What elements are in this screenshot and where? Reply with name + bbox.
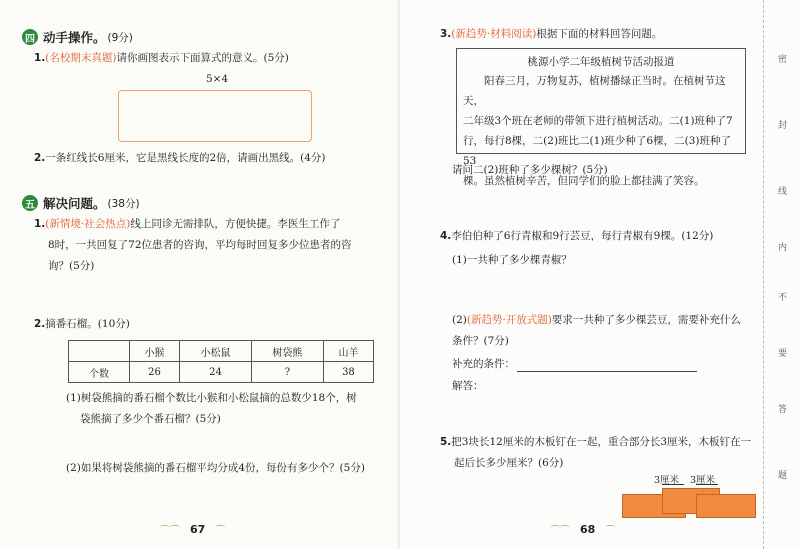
question-text: 摘番石榴。(10分) (45, 318, 130, 330)
question-number: 5. (440, 436, 452, 448)
overlap-label-1: 3厘米 (654, 475, 680, 486)
question-3-prompt: 请问二(2)班种了多少棵树？(5分) (452, 164, 608, 176)
section-title: 解决问题。 (43, 196, 106, 211)
question-tag: (名校期末真题) (45, 52, 117, 64)
condition-line (452, 354, 697, 375)
question-4 (440, 226, 713, 247)
sub-question-line: (1)树袋熊摘的番石榴个数比小猴和小松鼠摘的总数少18个，树 (66, 392, 357, 404)
seal-char: 线 (778, 187, 788, 197)
question-tag: (新趋势·材料阅读) (451, 28, 537, 40)
sub-question-text: 条件？(7分) (452, 335, 509, 347)
sprout-icon: ⌒⌒ (550, 526, 570, 537)
seal-char: 不 (778, 293, 788, 303)
problem-text-line: 8时，一共回复了72位患者的咨询，平均每时回复多少位患者的咨 (48, 239, 352, 251)
table-cell: ? (251, 362, 323, 383)
seal-char: 内 (778, 243, 788, 253)
sub-question-line: 袋熊摘了多少个番石榴？(5分) (80, 413, 221, 425)
table-row (69, 362, 374, 383)
condition-input-line[interactable] (517, 357, 697, 372)
reading-line: 棵。虽然植树辛苦，但同学们的脸上都挂满了笑容。 (463, 175, 705, 187)
question-tag: (新趋势·开放式题) (466, 314, 552, 326)
table-cell: 树袋熊 (251, 341, 323, 362)
right-page (400, 0, 800, 549)
question-text: 请你画图表示下面算式的意义。(5分) (116, 52, 289, 64)
section-5-heading (22, 194, 140, 212)
question-2 (34, 148, 326, 169)
question-number: 2. (34, 318, 46, 330)
question-4-sub-2: (2)(新趋势·开放式题)要求一共种了多少棵芸豆，需要补充什么 条件？(7分) (452, 310, 752, 352)
problem-2-sub-2: (2)如果将树袋熊摘的番石榴平均分成4份，每份有多少个？(5分) (66, 462, 365, 474)
sprout-icon: ⌒⌒ (160, 526, 180, 537)
table-cell: 26 (130, 362, 180, 383)
table-cell: 个数 (69, 362, 130, 383)
overlap-label-2: 3厘米 (690, 475, 716, 486)
table-cell: 小猴 (130, 341, 180, 362)
question-number: 4. (440, 230, 452, 242)
table-cell (69, 341, 130, 362)
seal-char: 答 (778, 405, 788, 415)
dimension-line (662, 484, 684, 485)
expression: 5×4 (206, 73, 229, 85)
seal-char: 密 (778, 55, 788, 65)
dimension-line (696, 484, 718, 485)
section-title: 动手操作。 (43, 30, 106, 45)
question-text: 一条红线长6厘米，它是黑线长度的2倍，请画出黑线。(4分) (45, 152, 326, 164)
question-number: 2. (34, 152, 46, 164)
table-cell: 38 (323, 362, 373, 383)
seal-line-sidebar (763, 0, 800, 549)
page-footer (160, 522, 225, 537)
question-1 (34, 48, 289, 69)
question-tag: (新情境·社会热点) (45, 218, 131, 230)
seal-char: 封 (778, 121, 788, 131)
drawing-area[interactable] (118, 90, 312, 142)
seal-char: 要 (778, 349, 788, 359)
sprout-icon: ⌒ (605, 526, 616, 537)
problem-text-line: 线上同诊无需排队，方便快捷。李医生工作了 (130, 218, 341, 230)
reading-line: 行，每行8棵，二(2)班比二(1)班少种了6棵，二(3)班种了53 (463, 135, 731, 167)
guava-table (68, 340, 374, 383)
page-footer (550, 522, 615, 537)
section-points: (9分) (107, 31, 133, 44)
problem-1 (34, 214, 394, 277)
question-text: 李伯伯种了6行青椒和9行芸豆，每行青椒有9棵。(12分) (451, 230, 714, 242)
question-4-sub-1: (1)一共种了多少棵青椒？ (452, 254, 572, 266)
table-header-row (69, 341, 374, 362)
wood-plank-3 (696, 494, 756, 518)
sprout-icon: ⌒ (215, 526, 226, 537)
reading-line: 二年级3个班在老师的带领下进行植树活动。二(1)班种了7 (463, 115, 733, 127)
question-5 (440, 432, 762, 474)
table-cell: 小松鼠 (180, 341, 252, 362)
sub-question-text: 要求一共种了多少棵芸豆，需要补充什么 (551, 314, 741, 326)
answer-label: 解答： (452, 380, 484, 392)
condition-label: 补充的条件： (452, 358, 515, 370)
question-number: 1. (34, 218, 46, 230)
reading-title: 桃源小学二年级植树节活动报道 (527, 56, 675, 68)
page-number: 68 (580, 523, 596, 536)
question-text: 根据下面的材料回答问题。 (536, 28, 663, 40)
page-number: 67 (190, 523, 206, 536)
section-points: (38分) (107, 197, 140, 210)
problem-text-line: 询？(5分) (48, 260, 95, 272)
section-badge: 四 (22, 29, 38, 45)
question-number: 1. (34, 52, 46, 64)
section-badge: 五 (22, 195, 38, 211)
section-4-heading (22, 28, 133, 46)
question-text-line: 起后长多少厘米？(6分) (454, 457, 564, 469)
problem-2 (34, 314, 130, 335)
problem-2-sub-1 (66, 388, 386, 430)
question-text-line: 把3块长12厘米的木板钉在一起，重合部分长3厘米，木板钉在一 (451, 436, 752, 448)
table-cell: 山羊 (323, 341, 373, 362)
question-number: 3. (440, 28, 452, 40)
question-3 (440, 24, 662, 45)
reading-line: 阳春三月，万物复苏，植树播绿正当时。在植树节这天， (463, 75, 726, 107)
seal-char: 题 (778, 471, 788, 481)
table-cell: 24 (180, 362, 252, 383)
